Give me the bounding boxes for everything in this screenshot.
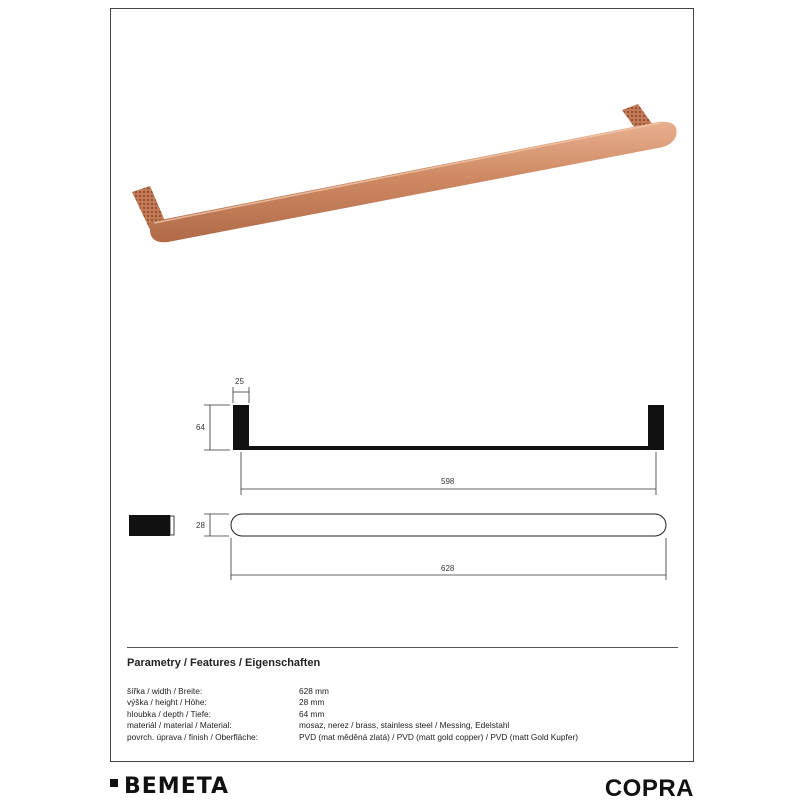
spec-value: 628 mm [299,686,329,696]
front-view-bar [231,514,666,536]
spec-row-height [127,697,578,708]
dim-overall-width: 628 [441,564,455,573]
brand-name: BEMETA [124,774,230,799]
specs-title: Parametry / Features / Eigenschaften [127,657,321,669]
brand-logo [110,774,229,799]
section-divider [127,647,678,648]
spec-row-depth [127,709,578,720]
spec-label: hloubka / depth / Tiefe: [127,708,211,719]
spec-value: mosaz, nerez / brass, stainless steel / Messing, Edelstahl [299,720,510,731]
model-name: COPRA [604,775,694,802]
bar-profile [233,446,664,450]
dim-depth: 64 [196,423,205,432]
right-mount-block [648,405,664,450]
spec-value: 64 mm [299,708,325,719]
spec-label: výška / height / Höhe: [127,697,207,708]
spec-value: 28 mm [299,697,325,708]
dim-height: 28 [196,521,205,530]
product-image [110,90,690,260]
towel-bar [150,122,677,243]
spec-label: materiál / material / Material: [127,720,232,731]
square-bullet-icon [110,779,118,787]
technical-drawing [0,370,804,590]
spec-label: šířka / width / Breite: [127,686,203,696]
spec-row-material [127,720,578,731]
spec-row-finish [127,732,578,743]
spec-value: PVD (mat měděná zlatá) / PVD (matt gold copper) / PVD (matt Gold Kupfer) [299,731,578,742]
dim-center-distance: 598 [441,477,455,486]
spec-row-width [127,686,578,697]
specs-table [127,686,578,743]
dim-mount-width: 25 [235,377,244,386]
side-profile [129,515,174,536]
top-view [233,405,664,450]
left-mount-block [233,405,249,450]
spec-label: povrch. úprava / finish / Oberfläche: [127,731,258,742]
